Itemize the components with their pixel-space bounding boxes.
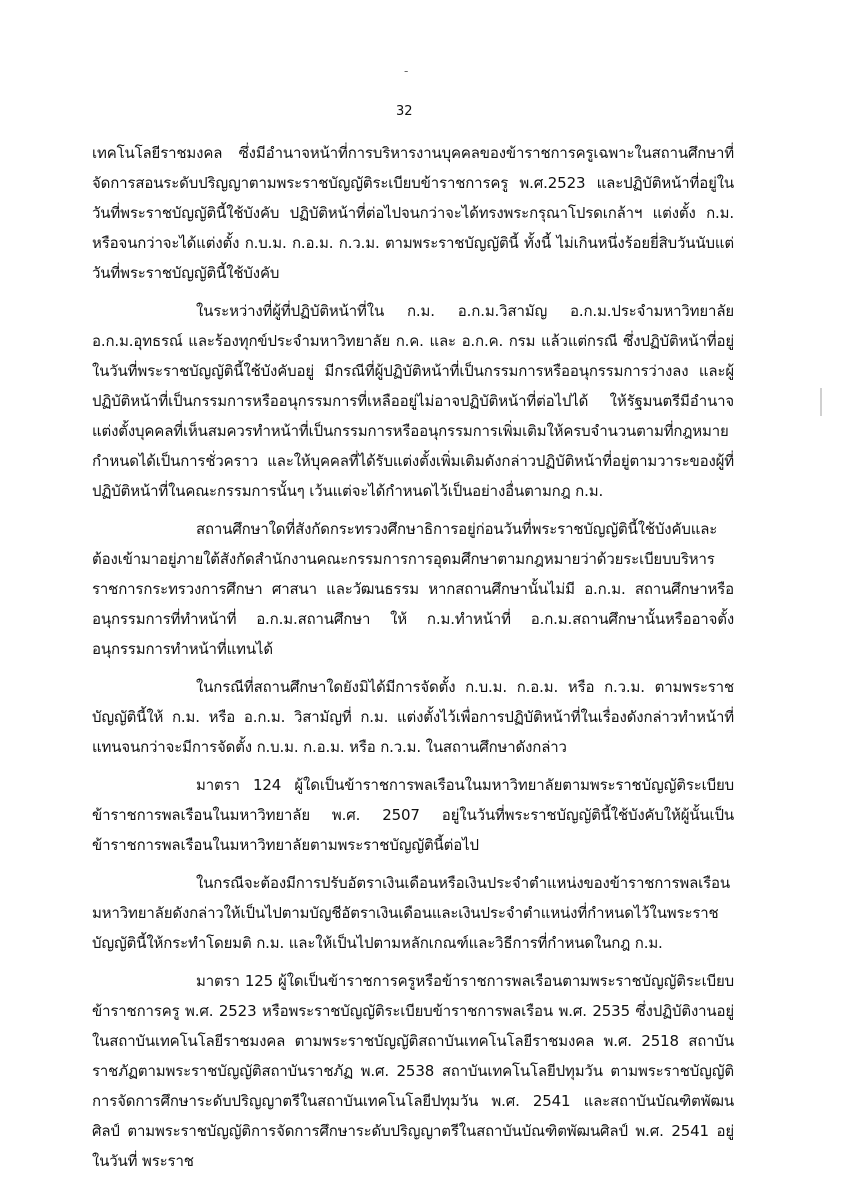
page-number: 32 (396, 104, 413, 119)
scan-edge-mark (820, 388, 822, 416)
paragraph-section-125: มาตรา 125 ผู้ใดเป็นข้าราชการครูหรือข้าราชการพลเรือนตามพระราชบัญญัติระเบียบข้าราชการครู พ.ศ. 2523 หรือพระราชบัญญัติระเบียบข้าราชการพลเรือน พ.ศ. 2535 ซึ่งปฏิบัติงานอยู่ในสถาบันเทคโนโลยีราชมงคล ตามพระราชบัญญัติสถาบันเทคโนโลยีราชมงคล พ.ศ. 2518 สถาบันราชภัฏตามพระราชบัญญัติสถาบันราชภัฏ พ.ศ. 2538 สถาบันเทคโนโลยีปทุมวัน ตามพระราชบัญญัติการจัดการศึกษาระดับปริญญาตรีในสถาบันเทคโนโลยีปทุมวัน พ.ศ. 2541 และสถาบันบัณฑิตพัฒนศิลป์ ตามพระราชบัญญัติการจัดการศึกษาระดับปริญญาตรีในสถาบันบัณฑิตพัฒนศิลป์ พ.ศ. 2541 อยู่ในวันที่ พระราช (92, 972, 734, 1170)
paragraph-temporary-committee: ในระหว่างที่ผู้ที่ปฏิบัติหน้าที่ใน ก.ม. อ.ก.ม.วิสามัญ อ.ก.ม.ประจำมหาวิทยาลัย อ.ก.ม.อุทธรณ์ และร้องทุกข์ประจำมหาวิทยาลัย ก.ค. และ อ.ก.ค. กรม แล้วแต่กรณี ซึ่งปฏิบัติหน้าที่อยู่ในวันที่พระราชบัญญัตินี้ใช้บังคับอยู่ มีกรณีที่ผู้ปฏิบัติหน้าที่เป็นกรรมการหรืออนุกรรมการว่างลง และผู้ปฏิบัติหน้าที่เป็นกรรมการหรืออนุกรรมการที่เหลืออยู่ไม่อาจปฏิบัติหน้าที่ต่อไปได้ ให้รัฐมนตรีมีอำนาจแต่งตั้งบุคคลที่เห็นสมควรทำหน้าที่เป็นกรรมการหรืออนุกรรมการเพิ่มเติมให้ครบจำนวนตามที่กฎหมายกำหนดได้เป็นการชั่วคราว และให้บุคคลที่ได้รับแต่งตั้งเพิ่มเติมดังกล่าวปฏิบัติหน้าที่อยู่ตามวาระของผู้ที่ปฏิบัติหน้าที่ในคณะกรรมการนั้นๆ เว้นแต่จะได้กำหนดไว้เป็นอย่างอื่นตามกฎ ก.ม. (92, 302, 734, 500)
paragraph-interim-committee: ในกรณีที่สถานศึกษาใดยังมิได้มีการจัดตั้ง ก.บ.ม. ก.อ.ม. หรือ ก.ว.ม. ตามพระราชบัญญัตินี้ให้ ก.ม. หรือ อ.ก.ม. วิสามัญที่ ก.ม. แต่งตั้งไว้เพื่อการปฏิบัติหน้าที่ในเรื่องดังกล่าวทำหน้าที่แทนจนกว่าจะมีการจัดตั้ง ก.บ.ม. ก.อ.ม. หรือ ก.ว.ม. ในสถานศึกษาดังกล่าว (92, 678, 734, 756)
paragraph-salary-adjustment: ในกรณีจะต้องมีการปรับอัตราเงินเดือนหรือเงินประจำตำแหน่งของข้าราชการพลเรือนมหาวิทยาลัยดังกล่าวให้เป็นไปตามบัญชีอัตราเงินเดือนและเงินประจำตำแหน่งที่กำหนดไว้ในพระราชบัญญัตินี้ให้กระทำโดยมติ ก.ม. และให้เป็นไปตามหลักเกณฑ์และวิธีการที่กำหนดในกฎ ก.ม. (92, 874, 730, 952)
document-body (92, 138, 734, 1184)
paragraph-section-124: มาตรา 124 ผู้ใดเป็นข้าราชการพลเรือนในมหาวิทยาลัยตามพระราชบัญญัติระเบียบข้าราชการพลเรือนในมหาวิทยาลัย พ.ศ. 2507 อยู่ในวันที่พระราชบัญญัตินี้ใช้บังคับให้ผู้นั้นเป็นข้าราชการพลเรือนในมหาวิทยาลัยตามพระราชบัญญัตินี้ต่อไป (92, 776, 734, 854)
scan-mark: - (404, 64, 409, 78)
paragraph-ministry-institutions: สถานศึกษาใดที่สังกัดกระทรวงศึกษาธิการอยู่ก่อนวันที่พระราชบัญญัตินี้ใช้บังคับและต้องเข้ามาอยู่ภายใต้สังกัดสำนักงานคณะกรรมการการอุดมศึกษาตามกฎหมายว่าด้วยระเบียบบริหารราชการกระทรวงการศึกษา ศาสนา และวัฒนธรรม หากสถานศึกษานั้นไม่มี อ.ก.ม. สถานศึกษาหรืออนุกรรมการที่ทำหน้าที่ อ.ก.ม.สถานศึกษา ให้ ก.ม.ทำหน้าที่ อ.ก.ม.สถานศึกษานั้นหรืออาจตั้งอนุกรรมการทำหน้าที่แทนได้ (92, 520, 734, 658)
paragraph-continuation: เทคโนโลยีราชมงคล ซึ่งมีอำนาจหน้าที่การบริหารงานบุคคลของข้าราชการครูเฉพาะในสถานศึกษาที่จัดการสอนระดับปริญญาตามพระราชบัญญัติระเบียบข้าราชการครู พ.ศ.2523 และปฏิบัติหน้าที่อยู่ในวันที่พระราชบัญญัตินี้ใช้บังคับ ปฏิบัติหน้าที่ต่อไปจนกว่าจะได้ทรงพระกรุณาโปรดเกล้าฯ แต่งตั้ง ก.ม. หรือจนกว่าจะได้แต่งตั้ง ก.บ.ม. ก.อ.ม. ก.ว.ม. ตามพระราชบัญญัตินี้ ทั้งนี้ ไม่เกินหนึ่งร้อยยี่สิบวันนับแต่วันที่พระราชบัญญัตินี้ใช้บังคับ (92, 144, 734, 282)
